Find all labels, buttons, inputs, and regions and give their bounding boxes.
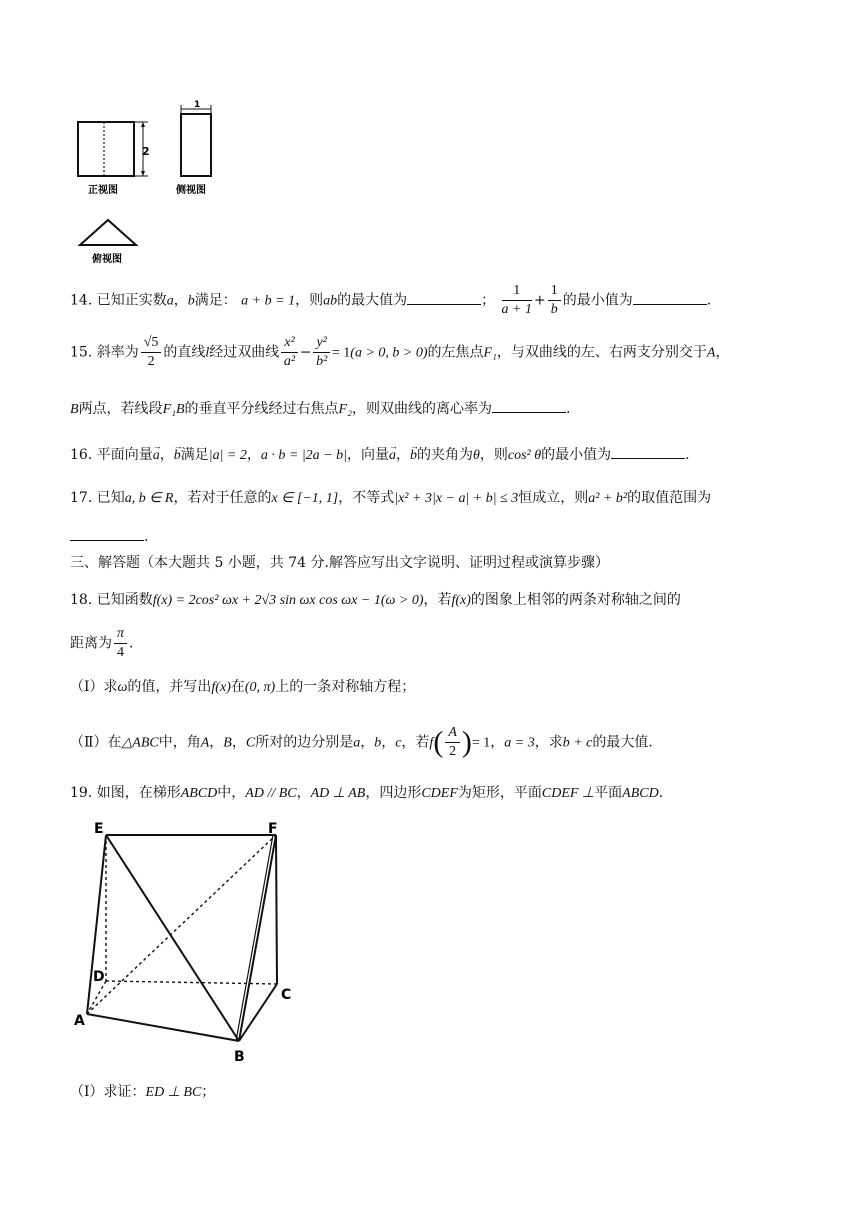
q16-answer-blank[interactable] [611,444,685,459]
height-dim-label: 2 [142,145,150,158]
q18-distance-fraction: $\frac{\pi}{4}$ [114,625,127,662]
vertex-label-B: B [234,1049,245,1065]
q14-number: 14. [70,292,93,309]
top-view-label: 俯视图 [92,254,122,265]
vertex-label-F: F [268,821,278,837]
question-17: 17. 已知a, b ∈ R，若对于任意的x ∈ [−1, 1]，不等式|x² + 3|x − a| + b| ≤ 3恒成立，则a² + b²的取值范围为 [70,490,712,506]
question-18-part-2: （Ⅱ）在△ABC中，角A，B，C所对的边分别是a，b，c，若f( $\frac{A}{2}$ )= 1，a = 3，求b + c的最大值. [70,725,653,759]
q15-x-fraction: $\frac{\text{x²}}{\text{a²}}$ [281,334,297,371]
question-19: 19. 如图，在梯形ABCD中，AD // BC，AD ⊥ AB，四边形CDEF为矩形，平面CDEF ⊥平面ABCD. [70,785,664,801]
vertex-label-C: C [281,987,292,1003]
edge-DC-dashed [106,981,277,984]
side-view-label: 侧视图 [176,185,206,196]
q14-fraction-1: $\frac{1}{a + 1}$ [501,283,532,317]
front-view-label: 正视图 [88,185,118,196]
vertex-label-A: A [74,1013,85,1029]
edge-FC [276,835,277,984]
question-15-line-2: B两点，若线段F₁B的垂直平分线经过右焦点F₂，则双曲线的离心率为 . [70,398,570,420]
q14-answer-blank-1[interactable] [407,290,481,305]
solid-figure [70,815,310,1070]
q16-number: 16. [70,447,93,463]
edge-EB [106,835,239,1041]
q17-answer-blank[interactable] [70,526,144,541]
q17-number: 17. [70,490,93,506]
q15-y-fraction: $\frac{\text{y²}}{\text{b²}}$ [313,334,329,371]
question-18: 18. 已知函数f(x) = 2cos² ωx + 2√3 sin ωx cos ωx − 1(ω > 0)，若f(x)的图象上相邻的两条对称轴之间的 [70,592,681,608]
q19-number: 19. [70,785,93,801]
section-3-title: 三、解答题（本大题共 5 小题，共 74 分.解答应写出文字说明、证明过程或演算步骤） [70,555,609,571]
question-14: 14. 已知正实数a，b满足： a + b = 1，则ab的最大值为 ； $\frac{1}{a + 1}$ + $\frac{1}{b}$ 的最小值为 . [70,283,712,317]
question-15: 15. 斜率为 $\frac{√5}{2}$ 的直线l经过双曲线 $\frac{\text{x²}}{\text{a²}}$ − $\frac{\text{y²}}{\text{b²}}$ = 1(a > 0, b > 0)的左焦点F₁，与双曲线的左、右两支分别交于A， [70,335,730,369]
top-view-triangle [80,220,136,245]
q15-slope-fraction: $\frac{√5}{2}$ [141,334,162,371]
vertex-label-E: E [94,821,104,837]
question-17-line-2: . [70,526,148,547]
q14-fraction-2: $\frac{1}{b}$ [548,282,561,319]
front-view-rect [78,122,134,176]
question-18-line-2: 距离为 $\frac{\pi}{4}$ . [70,626,134,660]
q14-answer-blank-2[interactable] [633,290,707,305]
question-18-part-1: （Ⅰ）求ω的值，并写出f(x)在(0, π)上的一条对称轴方程； [70,679,416,695]
q18-number: 18. [70,592,93,608]
side-view-rect [181,114,211,176]
vertex-label-D: D [93,969,105,985]
diagonal-AF-dashed [87,835,276,1014]
edge-AB [87,1014,239,1041]
question-16: 16. 平面向量→ a，→ b满足|a| = 2，a · b = |2a − b|，向量→ a，→ b的夹角为θ，则cos² θ的最小值为 . [70,444,690,466]
q15-answer-blank[interactable] [492,398,566,413]
width-dim-label: 1 [194,100,201,110]
edge-FB-2 [236,835,273,1041]
edge-FB [239,835,276,1041]
q18-half-angle-fraction: $\frac{A}{2}$ [445,724,460,761]
q15-number: 15. [70,344,93,361]
question-19-part-1: （Ⅰ）求证：ED ⊥ BC； [70,1084,216,1100]
three-view-figure [70,100,230,270]
